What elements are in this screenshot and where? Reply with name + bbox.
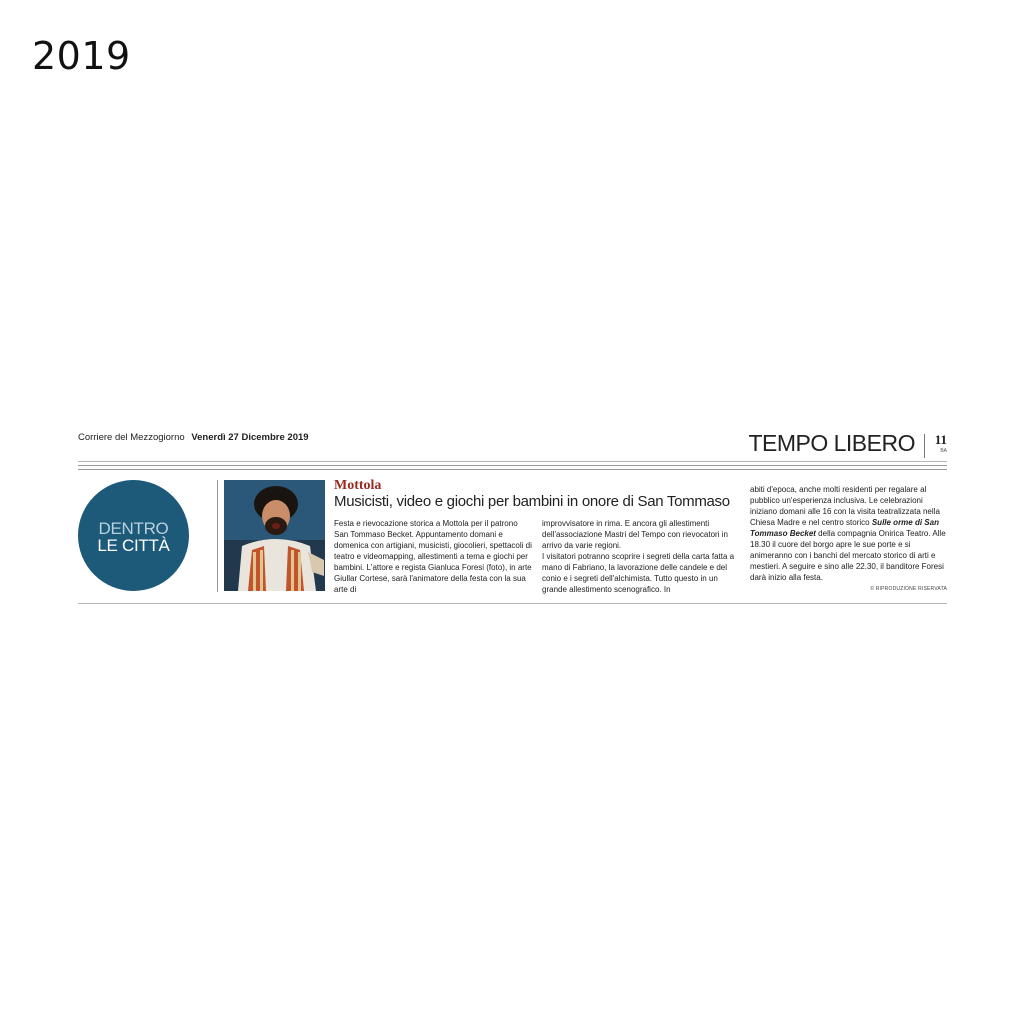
article-column-3 <box>750 484 946 583</box>
show-title: Sulle orme di San Tommaso Becket <box>750 518 939 538</box>
page-number: 11 <box>934 432 947 447</box>
newspaper-clipping <box>78 430 947 605</box>
header-rule <box>78 461 947 462</box>
column-3-text-b: della compagnia Onirica Teatro. Alle 18.30 il cuore del borgo apre le sue porte e si animeranno con i banchi del mercato storico di arti e mestieri. A seguire e sino alle 22.30, il banditore Foresi darà inizio alla festa. <box>750 529 946 582</box>
copyright-notice: © RIPRODUZIONE RISERVATA <box>870 586 947 592</box>
badge-line-2: LE CITTÀ <box>97 536 170 555</box>
column-2-paragraph-1: improvvisatore in rima. E ancora gli allestimenti dell'associazione Mastri del Tempo con rievocatori in arrivo da varie regioni. <box>542 519 728 550</box>
column-1-text: Festa e rievocazione storica a Mottola per il patrono San Tommaso Becket. Appuntamento domani e domenica con artigiani, musicisti, giocolieri, spettacoli di teatro e videomapping, allestimenti a tema e giochi per bambini. L'attore e regista Gianluca Foresi (foto), in arte Giullar Cortese, sarà l'animatore della festa con la sua arte di <box>334 519 532 594</box>
column-2-paragraph-2: I visitatori potranno scoprire i segreti della carta fatta a mano di Fabriano, la lavorazione delle candele e del conio e i segreti dell'alchimista. Tutto questo in un grande allestimento scenografico. In <box>542 552 735 594</box>
dentro-le-citta-badge <box>78 480 189 591</box>
article-column-1 <box>334 518 534 595</box>
badge-line-1: DENTRO <box>98 519 169 538</box>
column-divider <box>217 480 218 592</box>
section-title: TEMPO LIBERO <box>748 430 915 456</box>
column-3-text <box>750 484 946 583</box>
photo-performer-illustration <box>224 480 325 591</box>
header-double-rule <box>78 465 947 470</box>
issue-date: Venerdì 27 Dicembre 2019 <box>191 432 309 443</box>
article-headline: Musicisti, video e giochi per bambini in onore di San Tommaso <box>334 493 730 510</box>
newspaper-name: Corriere del Mezzogiorno <box>78 432 185 443</box>
article-kicker: Mottola <box>334 478 382 493</box>
article-photo <box>224 480 325 591</box>
page-edition: BA <box>940 448 947 454</box>
masthead <box>78 432 309 443</box>
year-label: 2019 <box>32 34 131 78</box>
article-column-2 <box>542 518 742 595</box>
column-3-text-a: abiti d'epoca, anche molti residenti per regalare al pubblico un'esperienza inclusiva. Le celebrazioni iniziano domani alle 16 con la visita teatralizzata nella Chiesa Madre e nel centro storico <box>750 485 940 527</box>
footer-rule <box>78 603 947 604</box>
section-divider <box>924 434 925 458</box>
